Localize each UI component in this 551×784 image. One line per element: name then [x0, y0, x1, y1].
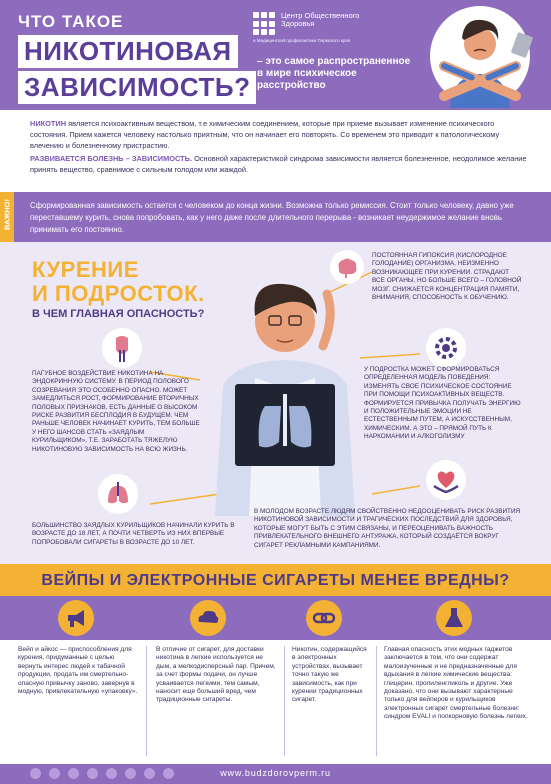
logo-grid-icon: [253, 12, 277, 36]
warning-label: ВАЖНО!: [2, 199, 12, 230]
main-title: [18, 12, 251, 104]
hypoxia-text: ПОСТОЯННАЯ ГИПОКСИЯ (КИСЛОРОДНОЕ ГОЛОДАНИЕ) ОРГАНИЗМА, НЕИЗМЕННО ВОЗНИКАЮЩЕЕ ПРИ КУРЕНИИ. СТРАДАЮТ ВСЕ ОРГАНЫ, НО БОЛЬШЕ ВСЕГО – ГОЛОВНОЙ МОЗГ. СНИЖАЕТСЯ КОНЦЕНТРАЦИЯ ПАМЯТИ, ВНИМАНИЯ, СПОСОБНОСТЬ К ОБУЧЕНИЮ.: [372, 252, 522, 302]
logo-subtitle: и Медицинской профилактики Пермского края: [253, 38, 351, 43]
header-band: [0, 0, 551, 110]
nicotine-term: НИКОТИН: [30, 119, 67, 128]
title-line-1: ЧТО ТАКОЕ: [18, 12, 124, 31]
smoking-title-line-1: КУРЕНИЕ: [32, 257, 139, 282]
title-line-3: ЗАВИСИМОСТЬ?: [18, 71, 256, 104]
heart-hands-icon: [426, 460, 466, 500]
brain-icon: [330, 250, 364, 284]
vapor-cloud-icon: [190, 600, 226, 636]
footer-band: [0, 764, 551, 784]
vape-column-1: Вейп и айкос — приспособления для курения, придуманные с целью вернуть интерес людей к табачной продукции, продать им смертельно-опасную привычку заново, завернув в модную, привлекательную «упаковку».: [18, 646, 138, 696]
column-divider: [146, 646, 147, 756]
teen-xray-illustration: [205, 266, 365, 516]
website-link[interactable]: www.budzdorovperm.ru: [220, 768, 331, 778]
column-divider: [376, 646, 377, 756]
vapes-title-band: [0, 564, 551, 596]
intro-section: [0, 110, 551, 192]
heavy-smokers-text: БОЛЬШИНСТВО ЗАЯДЛЫХ КУРИЛЬЩИКОВ НАЧИНАЛИ КУРИТЬ В ВОЗРАСТЕ ДО 18 ЛЕТ, А ПОЧТИ ЧЕТВЕРТЬ ИЗ НИХ ВПЕРВЫЕ ПОПРОБОВАЛИ СИГАРЕТЫ В ВОЗРАСТЕ ДО 10 ЛЕТ.: [32, 522, 235, 546]
refusing-person-illustration: [420, 4, 540, 108]
gear-brain-icon: [426, 328, 466, 368]
organization-logo: [253, 10, 363, 50]
vape-column-4: Главная опасность этих модных гаджетов заключается в том, что они содержат малоизученные и не предназначенные для вдыхания в легкие химические вещества: глицерин, пропиленгликоль и другие. Уже доказано, что они вызывают характерные только для вейперов и курильщиков электронных сигарет смертельные болезни: синдром EVALI и попкорновую болезнь легких.: [384, 646, 528, 721]
column-divider: [284, 646, 285, 756]
warning-tab: [0, 192, 14, 242]
vape-column-3: Никотин, содержащийся в электронных устройствах, вызывает точно такую же зависимость, как при курении традиционных сигарет.: [292, 646, 367, 704]
danger-question: В ЧЕМ ГЛАВНАЯ ОПАСНОСТЬ?: [32, 308, 205, 320]
vape-column-2: В отличие от сигарет, для доставки никотина в легкие используется не дым, а мелкодисперсный пар. Причем, за счет формы подачи, он лучше усваивается легкими, тем самым, наносит еще больший вред, чем традиционные сигареты.: [156, 646, 276, 704]
behavior-text: У ПОДРОСТКА МОЖЕТ СФОРМИРОВАТЬСЯ ОПРЕДЕЛЕННАЯ МОДЕЛЬ ПОВЕДЕНИЯ: ИЗМЕНЯТЬ СВОЕ ПСИХИЧЕСКОЕ СОСТОЯНИЕ ПРИ ПОМОЩИ ПСИХОАКТИВНЫХ ВЕЩЕСТВ. ФОРМИРУЕТСЯ ПРИВЫЧКА ПОЛУЧАТЬ ЭНЕРГИЮ И ПОЛОЖИТЕЛЬНЫЕ ЭМОЦИИ НЕ ЕСТЕСТВЕННЫМ ПУТЕМ, А ИСКУССТВЕННЫМ, ХИМИЧЕСКИМ. А ЭТО – ПРЯМОЙ ПУТЬ К НАРКОМАНИИ И АЛКОГОЛИЗМУ: [364, 366, 521, 441]
flask-icon: [436, 600, 472, 636]
vapes-icon-band: [0, 596, 551, 640]
header-subtitle: – это самое распространенное в мире психическое расстройство: [257, 56, 411, 91]
lungs-icon: [98, 474, 138, 514]
intro-text-2: Основной характеристикой синдрома зависимости является болезненное, неодолимое желание принять вещество, сравнимое с сильным голодом или жаждой.: [30, 154, 527, 174]
young-age-text: В МОЛОДОМ ВОЗРАСТЕ ЛЮДЯМ СВОЙСТВЕННО НЕДООЦЕНИВАТЬ РИСК РАЗВИТИЯ НИКОТИНОВОЙ ЗАВИСИМОСТИ И ТРАГИЧЕСКИХ ПОСЛЕДСТВИЙ ДЛЯ ЗДОРОВЬЯ, КОТОРЫЕ МОГУТ БЫТЬ С ЭТИМ СВЯЗАНЫ, И ПЕРЕОЦЕНИВАТЬ ВАЖНОСТЬ ПРИВЛЕКАТЕЛЬНОГО ВНЕШНЕГО АНТУРАЖА, КОТОРЫЙ СОЗДАЁТСЯ ВОКРУГ СИГАРЕТ РЕКЛАМНЫМИ КАМПАНИЯМИ.: [254, 508, 521, 549]
vapes-title: ВЕЙПЫ И ЭЛЕКТРОННЫЕ СИГАРЕТЫ МЕНЕЕ ВРЕДНЫ?: [41, 572, 510, 589]
smoking-title-line-2: И ПОДРОСТОК.: [32, 281, 205, 306]
endocrine-text: ПАГУБНОЕ ВОЗДЕЙСТВИЕ НИКОТИНА НА ЭНДОКРИННУЮ СИСТЕМУ. В ПЕРИОД ПОЛОВОГО СОЗРЕВАНИЯ ЭТО ОСОБЕННО ОПАСНО. МОЖЕТ ЗАМЕДЛИТЬСЯ РОСТ, ФОРМИРОВАНИЕ ВТОРИЧНЫХ ПОЛОВЫХ ПРИЗНАКОВ, ЕСТЬ ДАННЫЕ О ВЫСОКОМ РИСКЕ РАЗВИТИЯ БЕСПЛОДИЯ В БУДУЩЕМ. ЧЕМ РАНЬШЕ ЧЕЛОВЕК НАЧИНАЕТ КУРИТЬ, ТЕМ БОЛЬШЕ У НЕГО ШАНСОВ СТАТЬ «ЗАЯДЛЫМ КУРИЛЬЩИКОМ», Т.Е. ЗАРАБОТАТЬ ТЯЖЕЛУЮ НИКОТИНОВУЮ ЗАВИСИМОСТЬ НА ВСЮ ЖИЗНЬ.: [32, 370, 200, 453]
chain-icon: [306, 600, 342, 636]
megaphone-icon: [58, 600, 94, 636]
title-line-2: НИКОТИНОВАЯ: [18, 35, 238, 68]
logo-name: Центр Общественного Здоровья: [281, 11, 360, 28]
vapes-section: [0, 640, 551, 764]
intro-text-1: является психоактивным веществом, т.е химическим соединением, которые при приеме вызывает изменение психического состояния. Прием кажется человеку настолько приятным, что он начинает его повторять. Со временем это приводит к патологическому влечению и болезненному пристрастию.: [30, 119, 500, 150]
throat-icon: [102, 328, 142, 368]
warning-band: [0, 192, 551, 242]
warning-text: Сформированная зависимость остается с человеком до конца жизни. Возможна только ремиссия. Стоит только человеку, давно уже переставшему курить, снова попробовать, как у него даже после длительного перерыва - возникает неудержимое желание вновь принимать его постоянно.: [30, 201, 514, 234]
disease-term: РАЗВИВАЕТСЯ БОЛЕЗНЬ – ЗАВИСИМОСТЬ.: [30, 154, 193, 163]
intro-paragraph-1: [30, 118, 533, 151]
intro-paragraph-2: [30, 153, 533, 175]
smoking-section: [0, 242, 551, 564]
